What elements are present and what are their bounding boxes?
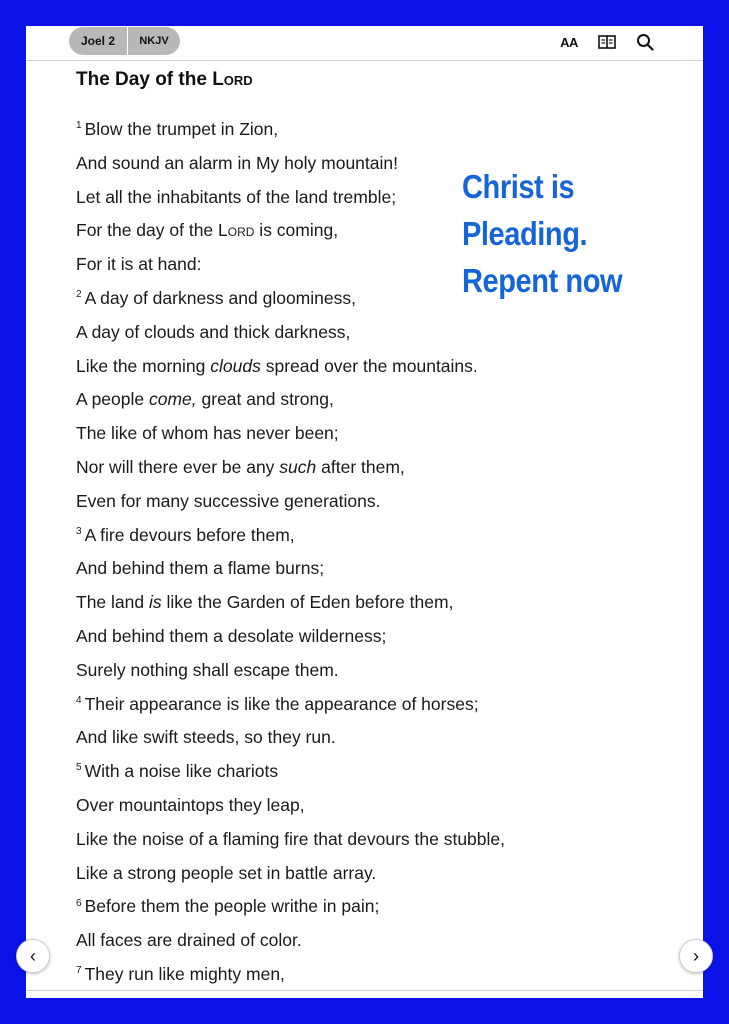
verse-line bbox=[76, 552, 505, 586]
verse-number: 1 bbox=[76, 120, 82, 132]
verse-text: With a noise like chariots bbox=[84, 761, 279, 782]
verse-line bbox=[76, 113, 505, 147]
verse-text: Blow the trumpet in Zion, bbox=[84, 119, 279, 139]
passage-selector[interactable] bbox=[69, 27, 180, 55]
verse-line bbox=[76, 316, 505, 350]
book-chapter-button[interactable]: Joel 2 bbox=[80, 34, 116, 48]
verse-line bbox=[76, 350, 505, 384]
verse-line bbox=[76, 857, 505, 891]
verse-line bbox=[76, 586, 505, 620]
next-chapter-button[interactable] bbox=[679, 939, 713, 973]
verse-line bbox=[76, 890, 505, 924]
verse-text: Even for many successive generations. bbox=[76, 490, 381, 511]
verse-number: 5 bbox=[76, 762, 82, 774]
verse-line bbox=[76, 958, 505, 992]
verse-text: And behind them a flame burns; bbox=[76, 558, 325, 579]
verse-line bbox=[76, 248, 505, 282]
verse-line bbox=[76, 282, 505, 316]
verse-text: And behind them a desolate wilderness; bbox=[76, 625, 387, 646]
verse-line bbox=[76, 417, 505, 451]
version-button[interactable]: NKJV bbox=[127, 27, 180, 55]
overlay-line: Repent now bbox=[462, 262, 623, 299]
verse-text: And like swift steeds, so they run. bbox=[76, 727, 336, 748]
verse-text: A people come, great and strong, bbox=[76, 389, 334, 410]
verse-text: They run like mighty men, bbox=[84, 963, 285, 984]
verse-number: 3 bbox=[76, 525, 82, 537]
bottom-divider bbox=[26, 990, 703, 991]
verse-text: A fire devours before them, bbox=[84, 524, 295, 545]
verse-text: Surely nothing shall escape them. bbox=[76, 659, 339, 680]
verse-line bbox=[76, 620, 505, 654]
verse-line bbox=[76, 147, 505, 181]
verse-line bbox=[76, 451, 505, 485]
verse-line bbox=[76, 755, 505, 789]
verse-line bbox=[76, 654, 505, 688]
verse-line bbox=[76, 181, 505, 215]
verse-text: All faces are drained of color. bbox=[76, 930, 302, 951]
verse-text: Like the noise of a flaming fire that devours the stubble, bbox=[76, 828, 506, 849]
verse-line bbox=[76, 519, 505, 553]
text-size-icon[interactable]: AA bbox=[560, 34, 578, 50]
reader-view-icon[interactable] bbox=[597, 32, 617, 52]
verse-number: 2 bbox=[76, 289, 82, 301]
verse-line bbox=[76, 485, 505, 519]
verse-text: Nor will there ever be any such after them, bbox=[76, 456, 405, 477]
overlay-line: Christ is bbox=[462, 168, 575, 205]
verse-line bbox=[76, 789, 505, 823]
overlay-line: Pleading. bbox=[462, 215, 588, 252]
section-heading: The Day of the Lord bbox=[76, 69, 253, 90]
verse-text: For the day of the Lord is coming, bbox=[76, 220, 339, 241]
verse-line bbox=[76, 823, 505, 857]
verse-line bbox=[76, 721, 505, 755]
verse-text: For it is at hand: bbox=[76, 254, 202, 275]
verse-text: Over mountaintops they leap, bbox=[76, 794, 305, 815]
verse-text: The land is like the Garden of Eden before them, bbox=[76, 592, 454, 613]
verse-text: A day of clouds and thick darkness, bbox=[76, 321, 351, 342]
verse-text: And sound an alarm in My holy mountain! bbox=[76, 152, 398, 173]
verse-number: 7 bbox=[76, 965, 82, 977]
top-toolbar bbox=[26, 26, 703, 61]
previous-chapter-button[interactable] bbox=[16, 939, 50, 973]
verse-number: 4 bbox=[76, 694, 82, 706]
chevron-right-icon: › bbox=[693, 945, 699, 966]
overlay-caption bbox=[462, 163, 622, 304]
verse-line bbox=[76, 214, 505, 248]
verse-text: A day of darkness and gloominess, bbox=[84, 287, 356, 308]
verse-text: Like a strong people set in battle array. bbox=[76, 862, 377, 883]
verse-number: 6 bbox=[76, 897, 82, 909]
toolbar-actions bbox=[559, 32, 655, 52]
search-icon[interactable] bbox=[635, 32, 655, 52]
verse-text: Let all the inhabitants of the land tremble; bbox=[76, 186, 397, 207]
verse-text: Before them the people writhe in pain; bbox=[84, 896, 380, 917]
verse-text: Like the morning clouds spread over the mountains. bbox=[76, 355, 478, 376]
verse-text: Their appearance is like the appearance of horses; bbox=[84, 693, 479, 714]
verse-line bbox=[76, 924, 505, 958]
verse-line bbox=[76, 383, 505, 417]
chevron-left-icon: ‹ bbox=[30, 945, 36, 966]
verse-list bbox=[76, 113, 505, 992]
verse-line bbox=[76, 688, 505, 722]
verse-text: The like of whom has never been; bbox=[76, 423, 339, 444]
